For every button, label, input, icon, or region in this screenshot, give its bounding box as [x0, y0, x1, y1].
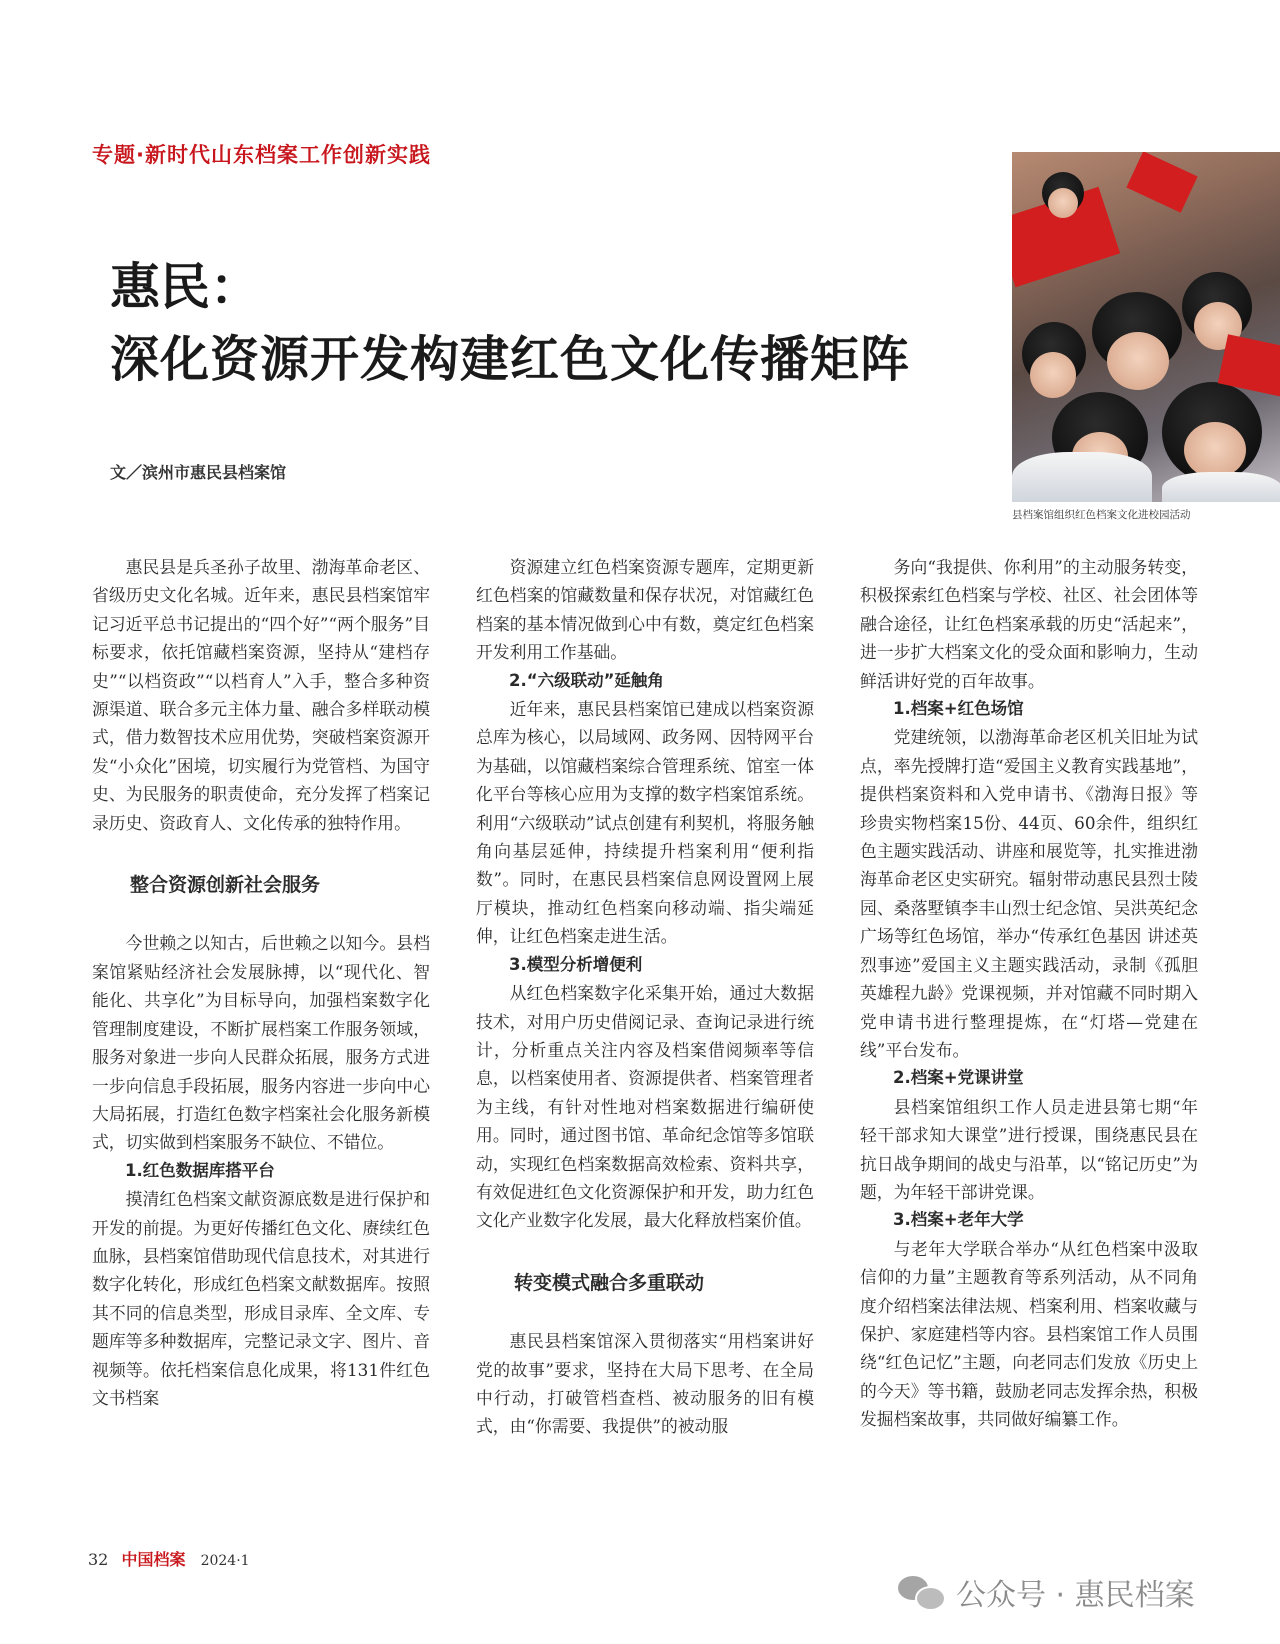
- subheading: 1.红色数据库搭平台: [125, 1160, 275, 1180]
- person-face: [1184, 422, 1246, 478]
- title-line-1: 惠民：: [110, 257, 260, 316]
- byline: 文／滨州市惠民县档案馆: [110, 463, 287, 482]
- page-number: 32: [88, 1550, 109, 1569]
- subheading: 2.“六级联动”延触角: [509, 670, 664, 690]
- title-line-2: 深化资源开发构建红色文化传播矩阵: [110, 329, 911, 388]
- paragraph: 党建统领，以渤海革命老区机关旧址为试点，率先授牌打造“爱国主义教育实践基地”，提供档案资料和入党申请书、《渤海日报》等珍贵实物档案15份、44页、60余件，组织红色主题实践活动、讲座和展览等，扎实推进渤海革命老区史实研究。辐射带动惠民县烈士陵园、桑落墅镇李丰山烈士纪念馆、吴洪英纪念广场等红色场馆，举办“传承红色基因 讲述英烈事迹”爱国主义主题实践活动，录制《孤胆英雄程九龄》党课视频，并对馆藏不同时期入党申请书进行整理提炼，在“灯塔—党建在线”平台发布。: [860, 727, 1198, 1060]
- person-shirt: [1012, 452, 1152, 502]
- column-3: [860, 553, 1198, 1434]
- magazine-name: 中国档案: [121, 1550, 186, 1569]
- watermark-text: 公众号 · 惠民档案: [956, 1578, 1195, 1613]
- subheading: 3.档案+老年大学: [893, 1210, 1024, 1230]
- section-tag: 专题·新时代山东档案工作创新实践: [92, 143, 431, 167]
- section-heading: 整合资源创新社会服务: [130, 874, 321, 897]
- subheading: 1.档案+红色场馆: [893, 699, 1024, 719]
- watermark: [898, 1570, 1195, 1614]
- flag-shape: [1126, 152, 1197, 213]
- article-title: [110, 256, 910, 390]
- paragraph: 县档案馆组织工作人员走进县第七期“年轻干部求知大课堂”进行授课，围绕惠民县在抗日战争期间的战史与沿革，以“铭记历史”为题，为年轻干部讲党课。: [860, 1096, 1198, 1202]
- paragraph: 从红色档案数字化采集开始，通过大数据技术，对用户历史借阅记录、查询记录进行统计，分析重点关注内容及档案借阅频率等信息，以档案使用者、资源提供者、档案管理者为主线，有针对性地对档案数据进行编研使用。同时，通过图书馆、革命纪念馆等多馆联动，实现红色档案数据高效检索、资料共享，有效促进红色文化资源保护和开发，助力红色文化产业数字化发展，最大化释放档案价值。: [476, 983, 814, 1231]
- person-shirt: [1162, 472, 1280, 502]
- person-face: [1107, 332, 1169, 390]
- section-heading: 转变模式融合多重联动: [514, 1271, 705, 1294]
- paragraph: 惠民县档案馆深入贯彻落实“用档案讲好党的故事”要求，坚持在大局下思考、在全局中行动，打破管档查档、被动服务的旧有模式，由“你需要、我提供”的被动服: [476, 1331, 814, 1437]
- article-photo: [1012, 152, 1280, 502]
- page-footer: [88, 1547, 250, 1570]
- paragraph: 惠民县是兵圣孙子故里、渤海革命老区、省级历史文化名城。近年来，惠民县档案馆牢记习近平总书记提出的“四个好”“两个服务”目标要求，依托馆藏档案资源，坚持从“建档存史”“以档资政”“以档育人”入手，整合多种资源渠道、联合多元主体力量、融合多样联动模式，借力数智技术应用优势，突破档案资源开发“小众化”困境，切实履行为党管档、为国守史、为民服务的职责使命，充分发挥了档案记录历史、资政育人、文化传承的独特作用。: [92, 557, 430, 833]
- subheading: 2.档案+党课讲堂: [893, 1068, 1024, 1088]
- paragraph: 务向“我提供、你利用”的主动服务转变，积极探索红色档案与学校、社区、社会团体等融合途径，让红色档案承载的历史“活起来”，进一步扩大档案文化的受众面和影响力，生动鲜活讲好党的百年故事。: [860, 557, 1198, 691]
- paragraph: 今世赖之以知古，后世赖之以知今。县档案馆紧贴经济社会发展脉搏，以“现代化、智能化、共享化”为目标导向，加强档案数字化管理制度建设，不断扩展档案工作服务领域，服务对象进一步向人民群众拓展，服务方式进一步向信息手段拓展，服务内容进一步向中心大局拓展，打造红色数字档案社会化服务新模式，切实做到档案服务不缺位、不错位。: [92, 933, 430, 1153]
- column-2: [476, 553, 814, 1441]
- column-1: [92, 553, 430, 1412]
- photo-caption: 县档案馆组织红色档案文化进校园活动: [1012, 509, 1191, 521]
- wechat-icon: [898, 1574, 944, 1610]
- paragraph: 资源建立红色档案资源专题库，定期更新红色档案的馆藏数量和保存状况，对馆藏红色档案的基本情况做到心中有数，奠定红色档案开发利用工作基础。: [476, 557, 814, 663]
- paragraph: 摸清红色档案文献资源底数是进行保护和开发的前提。为更好传播红色文化、赓续红色血脉，县档案馆借助现代信息技术，对其进行数字化转化，形成红色档案文献数据库。按照其不同的信息类型，形成目录库、全文库、专题库等多种数据库，完整记录文字、图片、音视频等。依托档案信息化成果，将131件红色文书档案: [92, 1189, 430, 1408]
- paragraph: 近年来，惠民县档案馆已建成以档案资源总库为核心，以局域网、政务网、因特网平台为基础，以馆藏档案综合管理系统、馆室一体化平台等核心应用为支撑的数字档案馆系统。利用“六级联动”试点创建有利契机，将服务触角向基层延伸，持续提升档案利用“便利指数”。同时，在惠民县档案信息网设置网上展厅模块，推动红色档案向移动端、指尖端延伸，让红色档案走进生活。: [476, 699, 814, 947]
- person-face: [1048, 188, 1078, 218]
- paragraph: 与老年大学联合举办“从红色档案中汲取信仰的力量”主题教育等系列活动，从不同角度介绍档案法律法规、档案利用、档案收藏与保护、家庭建档等内容。县档案馆工作人员围绕“红色记忆”主题，向老同志们发放《历史上的今天》等书籍，鼓励老同志发挥余热，积极发掘档案故事，共同做好编纂工作。: [860, 1238, 1198, 1430]
- issue-number: 2024·1: [200, 1553, 250, 1569]
- subheading: 3.模型分析增便利: [509, 954, 643, 974]
- person-face: [1030, 352, 1076, 398]
